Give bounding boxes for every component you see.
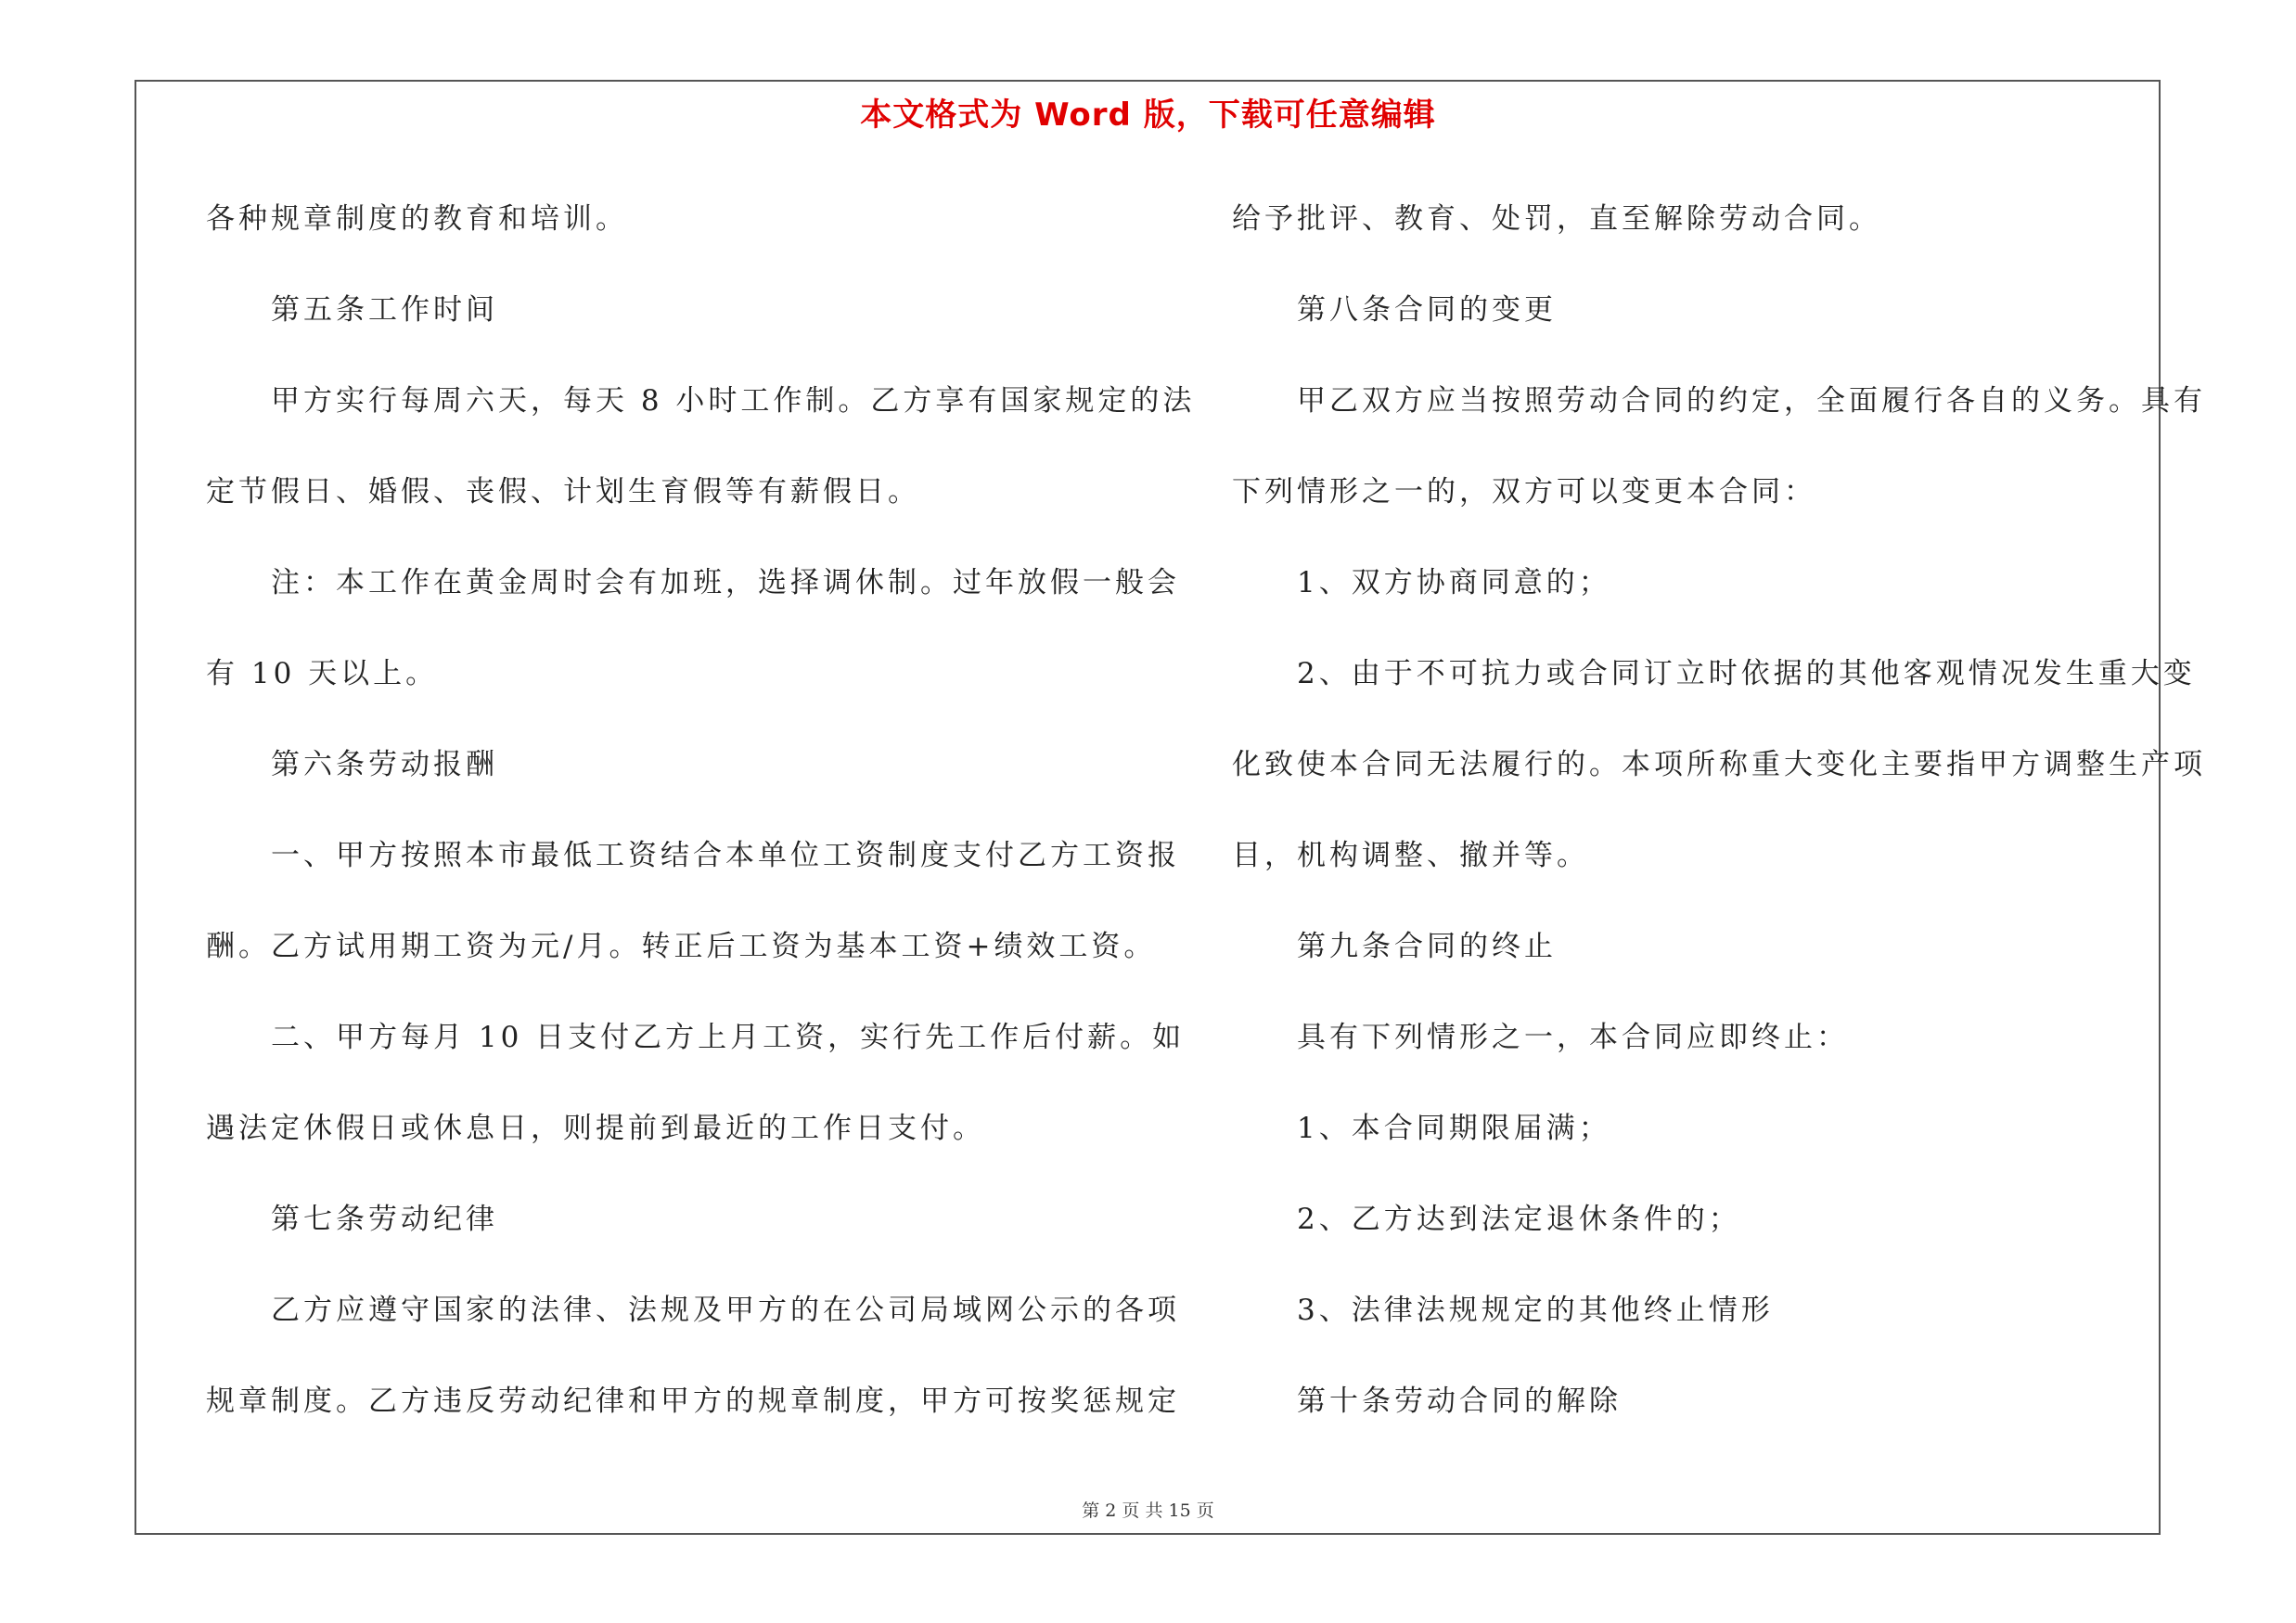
paragraph-line: 化致使本合同无法履行的。本项所称重大变化主要指甲方调整生产项 [1232, 748, 2206, 781]
paragraph-line: 规章制度。乙方违反劳动纪律和甲方的规章制度，甲方可按奖惩规定 [206, 1385, 1180, 1418]
paragraph-line: 一、甲方按照本市最低工资结合本单位工资制度支付乙方工资报 [271, 839, 1180, 872]
paragraph-line: 酬。乙方试用期工资为元/月。转正后工资为基本工资+绩效工资。 [206, 930, 1157, 963]
section-heading: 第六条劳动报酬 [271, 748, 498, 781]
list-item: 3、法律法规规定的其他终止情形 [1297, 1294, 1774, 1327]
section-heading: 第九条合同的终止 [1297, 930, 1557, 963]
paragraph-line: 注：本工作在黄金周时会有加班，选择调休制。过年放假一般会 [271, 566, 1180, 599]
document-banner: 本文格式为 Word 版，下载可任意编辑 [860, 97, 1436, 134]
paragraph-line: 目，机构调整、撤并等。 [1232, 839, 1589, 872]
paragraph-line: 二、甲方每月 10 日支付乙方上月工资，实行先工作后付薪。如 [271, 1021, 1186, 1054]
paragraph-line: 乙方应遵守国家的法律、法规及甲方的在公司局域网公示的各项 [271, 1294, 1180, 1327]
paragraph-line: 遇法定休假日或休息日，则提前到最近的工作日支付。 [206, 1112, 985, 1145]
paragraph-line: 定节假日、婚假、丧假、计划生育假等有薪假日。 [206, 475, 920, 509]
paragraph-line: 甲乙双方应当按照劳动合同的约定，全面履行各自的义务。具有 [1297, 384, 2206, 418]
section-heading: 第七条劳动纪律 [271, 1203, 498, 1236]
list-item: 2、由于不可抗力或合同订立时依据的其他客观情况发生重大变 [1297, 657, 2196, 690]
list-item: 2、乙方达到法定退休条件的； [1297, 1203, 1741, 1236]
paragraph-line: 给予批评、教育、处罚，直至解除劳动合同。 [1232, 202, 1881, 236]
page-number: 第 2 页 共 15 页 [1082, 1501, 1214, 1521]
list-item: 1、本合同期限届满； [1297, 1112, 1611, 1145]
section-heading: 第八条合同的变更 [1297, 293, 1557, 327]
list-item: 1、双方协商同意的； [1297, 566, 1611, 599]
paragraph-line: 有 10 天以上。 [206, 657, 439, 690]
paragraph-line: 甲方实行每周六天，每天 8 小时工作制。乙方享有国家规定的法 [271, 384, 1196, 418]
paragraph-line: 具有下列情形之一，本合同应即终止： [1297, 1021, 1849, 1054]
paragraph-line: 下列情形之一的，双方可以变更本合同： [1232, 475, 1816, 509]
section-heading: 第十条劳动合同的解除 [1297, 1385, 1622, 1418]
paragraph-line: 各种规章制度的教育和培训。 [206, 202, 628, 236]
section-heading: 第五条工作时间 [271, 293, 498, 327]
